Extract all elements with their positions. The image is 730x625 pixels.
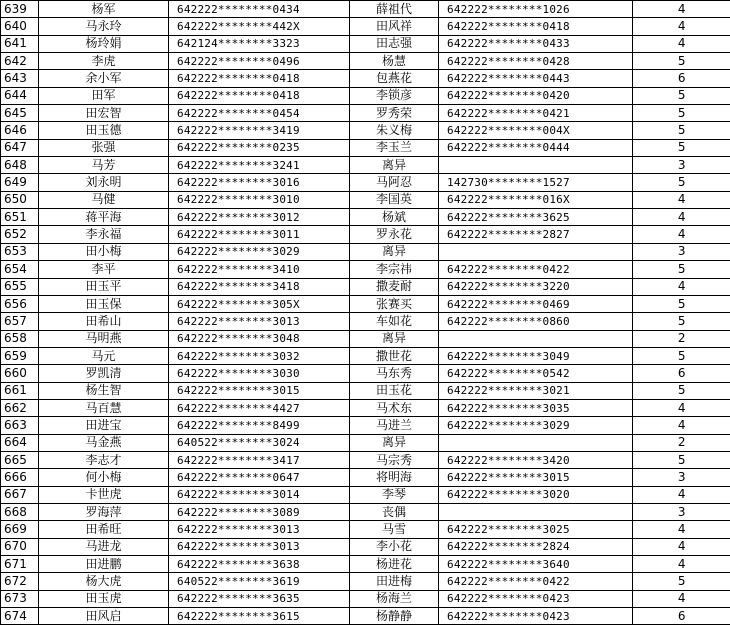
spouse-name-cell[interactable]: 李小花	[350, 538, 439, 555]
spouse-id-cell[interactable]: 642222********1026	[439, 1, 633, 18]
id-number-cell[interactable]: 642222********3638	[169, 556, 350, 573]
spouse-id-cell[interactable]: 642222********2827	[439, 226, 633, 243]
spouse-name-cell[interactable]: 将明海	[350, 469, 439, 486]
id-number-cell[interactable]: 642222********0235	[169, 139, 350, 156]
spouse-id-cell[interactable]: 642222********3625	[439, 209, 633, 226]
name-cell[interactable]: 刘永明	[39, 174, 169, 191]
spouse-id-cell[interactable]: 642222********0428	[439, 53, 633, 70]
household-count-cell[interactable]: 2	[633, 434, 730, 451]
spouse-id-cell[interactable]	[439, 330, 633, 347]
household-count-cell[interactable]: 3	[633, 243, 730, 260]
spouse-id-cell[interactable]: 642222********0422	[439, 261, 633, 278]
row-number-cell[interactable]: 663	[1, 417, 39, 434]
id-number-cell[interactable]: 642222********3635	[169, 590, 350, 607]
table-row	[1, 417, 730, 434]
table-row	[1, 53, 730, 70]
name-cell[interactable]: 田玉平	[39, 278, 169, 295]
name-cell[interactable]: 卡世虎	[39, 486, 169, 503]
spouse-name-cell[interactable]: 车如花	[350, 313, 439, 330]
id-number-cell[interactable]: 642222********305X	[169, 295, 350, 312]
table-row	[1, 382, 730, 399]
household-count-cell[interactable]: 3	[633, 469, 730, 486]
spouse-name-cell[interactable]: 薛祖代	[350, 1, 439, 18]
row-number-cell[interactable]: 650	[1, 191, 39, 208]
table-row	[1, 503, 730, 520]
name-cell[interactable]: 田玉德	[39, 122, 169, 139]
spouse-name-cell[interactable]: 马雪	[350, 521, 439, 538]
row-number-cell[interactable]: 656	[1, 295, 39, 312]
spouse-name-cell[interactable]: 离异	[350, 330, 439, 347]
id-number-cell[interactable]: 642222********3030	[169, 365, 350, 382]
spouse-id-cell[interactable]: 642222********3049	[439, 347, 633, 364]
table-row	[1, 608, 730, 625]
spouse-id-cell[interactable]: 642222********3029	[439, 417, 633, 434]
row-number-cell[interactable]: 641	[1, 35, 39, 52]
id-number-cell[interactable]: 642222********4427	[169, 399, 350, 416]
name-cell[interactable]: 李虎	[39, 53, 169, 70]
household-count-cell[interactable]: 3	[633, 503, 730, 520]
name-cell[interactable]: 田希旺	[39, 521, 169, 538]
spouse-name-cell[interactable]: 马宗秀	[350, 451, 439, 468]
household-count-cell[interactable]: 2	[633, 330, 730, 347]
name-cell[interactable]: 马芳	[39, 157, 169, 174]
name-cell[interactable]: 田风启	[39, 608, 169, 625]
spouse-name-cell[interactable]: 李锁彦	[350, 87, 439, 104]
household-count-cell[interactable]: 5	[633, 174, 730, 191]
spouse-id-cell[interactable]: 642222********0422	[439, 573, 633, 590]
household-count-cell[interactable]: 3	[633, 157, 730, 174]
household-count-cell[interactable]: 4	[633, 521, 730, 538]
spouse-id-cell[interactable]	[439, 243, 633, 260]
table-row	[1, 486, 730, 503]
table-row	[1, 590, 730, 607]
table-body	[1, 1, 730, 625]
household-count-cell[interactable]: 5	[633, 295, 730, 312]
household-count-cell[interactable]: 5	[633, 382, 730, 399]
name-cell[interactable]: 田进鹏	[39, 556, 169, 573]
id-number-cell[interactable]: 642222********3011	[169, 226, 350, 243]
name-cell[interactable]: 罗凯清	[39, 365, 169, 382]
table-row	[1, 209, 730, 226]
row-number-cell[interactable]: 657	[1, 313, 39, 330]
row-number-cell[interactable]: 648	[1, 157, 39, 174]
spouse-name-cell[interactable]: 丧偶	[350, 503, 439, 520]
id-number-cell[interactable]: 642222********3015	[169, 382, 350, 399]
spouse-name-cell[interactable]: 朱义梅	[350, 122, 439, 139]
row-number-cell[interactable]: 670	[1, 538, 39, 555]
row-number-cell[interactable]: 671	[1, 556, 39, 573]
spouse-name-cell[interactable]: 杨进花	[350, 556, 439, 573]
spouse-id-cell[interactable]: 642222********3021	[439, 382, 633, 399]
spouse-id-cell[interactable]	[439, 503, 633, 520]
row-number-cell[interactable]: 644	[1, 87, 39, 104]
table-row	[1, 573, 730, 590]
spouse-name-cell[interactable]: 杨海兰	[350, 590, 439, 607]
name-cell[interactable]: 马明燕	[39, 330, 169, 347]
id-number-cell[interactable]: 640522********3024	[169, 434, 350, 451]
table-row	[1, 295, 730, 312]
table-row	[1, 157, 730, 174]
row-number-cell[interactable]: 660	[1, 365, 39, 382]
table-row	[1, 538, 730, 555]
spouse-name-cell[interactable]: 李玉兰	[350, 139, 439, 156]
spouse-id-cell[interactable]: 642222********0860	[439, 313, 633, 330]
name-cell[interactable]: 马永玲	[39, 18, 169, 35]
row-number-cell[interactable]: 653	[1, 243, 39, 260]
id-number-cell[interactable]: 642222********442X	[169, 18, 350, 35]
name-cell[interactable]: 杨生智	[39, 382, 169, 399]
row-number-cell[interactable]: 662	[1, 399, 39, 416]
household-count-cell[interactable]: 4	[633, 226, 730, 243]
table-row	[1, 469, 730, 486]
name-cell[interactable]: 杨军	[39, 1, 169, 18]
row-number-cell[interactable]: 649	[1, 174, 39, 191]
table-row	[1, 105, 730, 122]
table-row	[1, 278, 730, 295]
table-row	[1, 18, 730, 35]
household-count-cell[interactable]: 5	[633, 53, 730, 70]
name-cell[interactable]: 马金燕	[39, 434, 169, 451]
spouse-name-cell[interactable]: 李宗祎	[350, 261, 439, 278]
row-number-cell[interactable]: 651	[1, 209, 39, 226]
name-cell[interactable]: 李志才	[39, 451, 169, 468]
spouse-name-cell[interactable]: 罗永花	[350, 226, 439, 243]
row-number-cell[interactable]: 659	[1, 347, 39, 364]
spouse-id-cell[interactable]: 642222********0444	[439, 139, 633, 156]
id-number-cell[interactable]: 642222********0496	[169, 53, 350, 70]
row-number-cell[interactable]: 642	[1, 53, 39, 70]
id-number-cell[interactable]: 642222********3013	[169, 313, 350, 330]
row-number-cell[interactable]: 640	[1, 18, 39, 35]
id-number-cell[interactable]: 642222********0454	[169, 105, 350, 122]
row-number-cell[interactable]: 652	[1, 226, 39, 243]
spouse-id-cell[interactable]: 642222********0469	[439, 295, 633, 312]
household-count-cell[interactable]: 4	[633, 18, 730, 35]
household-count-cell[interactable]: 4	[633, 35, 730, 52]
table-row	[1, 330, 730, 347]
id-number-cell[interactable]: 642222********3241	[169, 157, 350, 174]
id-number-cell[interactable]: 642222********0434	[169, 1, 350, 18]
spouse-id-cell[interactable]: 642222********0542	[439, 365, 633, 382]
household-count-cell[interactable]: 4	[633, 417, 730, 434]
spouse-name-cell[interactable]: 张赛买	[350, 295, 439, 312]
spouse-name-cell[interactable]: 离异	[350, 243, 439, 260]
table-row	[1, 347, 730, 364]
household-count-cell[interactable]: 4	[633, 486, 730, 503]
table-row	[1, 313, 730, 330]
spouse-id-cell[interactable]: 142730********1527	[439, 174, 633, 191]
table-row	[1, 174, 730, 191]
household-count-cell[interactable]: 5	[633, 573, 730, 590]
household-count-cell[interactable]: 4	[633, 209, 730, 226]
spouse-id-cell[interactable]: 642222********3220	[439, 278, 633, 295]
household-count-cell[interactable]: 5	[633, 139, 730, 156]
table-row	[1, 451, 730, 468]
household-count-cell[interactable]: 5	[633, 122, 730, 139]
spouse-name-cell[interactable]: 杨静静	[350, 608, 439, 625]
row-number-cell[interactable]: 669	[1, 521, 39, 538]
row-number-cell[interactable]: 658	[1, 330, 39, 347]
spouse-id-cell[interactable]: 642222********3035	[439, 399, 633, 416]
row-number-cell[interactable]: 668	[1, 503, 39, 520]
household-count-cell[interactable]: 5	[633, 261, 730, 278]
id-number-cell[interactable]: 642222********8499	[169, 417, 350, 434]
name-cell[interactable]: 李永福	[39, 226, 169, 243]
spouse-name-cell[interactable]: 撒世花	[350, 347, 439, 364]
id-number-cell[interactable]: 642222********0418	[169, 70, 350, 87]
row-number-cell[interactable]: 672	[1, 573, 39, 590]
spouse-id-cell[interactable]: 642222********3015	[439, 469, 633, 486]
id-number-cell[interactable]: 642222********3419	[169, 122, 350, 139]
row-number-cell[interactable]: 647	[1, 139, 39, 156]
household-count-cell[interactable]: 4	[633, 399, 730, 416]
table-row	[1, 261, 730, 278]
household-count-cell[interactable]: 6	[633, 608, 730, 625]
household-count-cell[interactable]: 4	[633, 538, 730, 555]
spouse-name-cell[interactable]: 田玉花	[350, 382, 439, 399]
household-count-cell[interactable]: 5	[633, 451, 730, 468]
spouse-name-cell[interactable]: 田风祥	[350, 18, 439, 35]
id-number-cell[interactable]: 642222********3014	[169, 486, 350, 503]
spouse-name-cell[interactable]: 李琴	[350, 486, 439, 503]
spouse-id-cell[interactable]: 642222********0418	[439, 18, 633, 35]
household-count-cell[interactable]: 4	[633, 590, 730, 607]
spouse-id-cell[interactable]: 642222********0443	[439, 70, 633, 87]
table-row	[1, 521, 730, 538]
household-count-cell[interactable]: 4	[633, 278, 730, 295]
spouse-id-cell[interactable]	[439, 434, 633, 451]
spouse-name-cell[interactable]: 马东秀	[350, 365, 439, 382]
spouse-name-cell[interactable]: 马阿忍	[350, 174, 439, 191]
table-row	[1, 122, 730, 139]
row-number-cell[interactable]: 643	[1, 70, 39, 87]
name-cell[interactable]: 何小梅	[39, 469, 169, 486]
table-row	[1, 365, 730, 382]
table-row	[1, 226, 730, 243]
spouse-id-cell[interactable]: 642222********016X	[439, 191, 633, 208]
spouse-name-cell[interactable]: 包燕花	[350, 70, 439, 87]
spouse-name-cell[interactable]: 马术东	[350, 399, 439, 416]
spouse-id-cell[interactable]: 642222********0423	[439, 608, 633, 625]
household-count-cell[interactable]: 6	[633, 70, 730, 87]
table-row	[1, 243, 730, 260]
id-number-cell[interactable]: 642222********3012	[169, 209, 350, 226]
spouse-id-cell[interactable]: 642222********3420	[439, 451, 633, 468]
name-cell[interactable]: 杨大虎	[39, 573, 169, 590]
name-cell[interactable]: 田玉虎	[39, 590, 169, 607]
row-number-cell[interactable]: 654	[1, 261, 39, 278]
name-cell[interactable]: 马百慧	[39, 399, 169, 416]
id-number-cell[interactable]: 642222********3029	[169, 243, 350, 260]
household-count-cell[interactable]: 5	[633, 87, 730, 104]
table-row	[1, 139, 730, 156]
name-cell[interactable]: 李平	[39, 261, 169, 278]
table-row	[1, 87, 730, 104]
name-cell[interactable]: 罗海萍	[39, 503, 169, 520]
spouse-id-cell[interactable]: 642222********3640	[439, 556, 633, 573]
spouse-name-cell[interactable]: 杨慧	[350, 53, 439, 70]
row-number-cell[interactable]: 661	[1, 382, 39, 399]
name-cell[interactable]: 田军	[39, 87, 169, 104]
id-number-cell[interactable]: 642222********0418	[169, 87, 350, 104]
name-cell[interactable]: 田玉保	[39, 295, 169, 312]
household-count-cell[interactable]: 5	[633, 105, 730, 122]
id-number-cell[interactable]: 642222********0647	[169, 469, 350, 486]
table-row	[1, 35, 730, 52]
row-number-cell[interactable]: 674	[1, 608, 39, 625]
table-row	[1, 70, 730, 87]
id-number-cell[interactable]: 642222********3417	[169, 451, 350, 468]
name-cell[interactable]: 田希山	[39, 313, 169, 330]
spouse-name-cell[interactable]: 马进兰	[350, 417, 439, 434]
spouse-name-cell[interactable]: 杨斌	[350, 209, 439, 226]
table-row	[1, 399, 730, 416]
spouse-id-cell[interactable]	[439, 157, 633, 174]
spouse-name-cell[interactable]: 撒麦耐	[350, 278, 439, 295]
table-row	[1, 1, 730, 18]
table-row	[1, 191, 730, 208]
name-cell[interactable]: 马健	[39, 191, 169, 208]
name-cell[interactable]: 张强	[39, 139, 169, 156]
id-number-cell[interactable]: 642222********3048	[169, 330, 350, 347]
name-cell[interactable]: 田宏智	[39, 105, 169, 122]
name-cell[interactable]: 余小军	[39, 70, 169, 87]
row-number-cell[interactable]: 655	[1, 278, 39, 295]
id-number-cell[interactable]: 642222********3013	[169, 521, 350, 538]
id-number-cell[interactable]: 642222********3089	[169, 503, 350, 520]
row-number-cell[interactable]: 639	[1, 1, 39, 18]
table-row	[1, 434, 730, 451]
row-number-cell[interactable]: 664	[1, 434, 39, 451]
name-cell[interactable]: 蒋平海	[39, 209, 169, 226]
id-number-cell[interactable]: 642222********3032	[169, 347, 350, 364]
spouse-id-cell[interactable]: 642222********004X	[439, 122, 633, 139]
id-number-cell[interactable]: 642222********3615	[169, 608, 350, 625]
id-number-cell[interactable]: 642124********3323	[169, 35, 350, 52]
household-count-cell[interactable]: 5	[633, 313, 730, 330]
id-number-cell[interactable]: 642222********3410	[169, 261, 350, 278]
name-cell[interactable]: 田小梅	[39, 243, 169, 260]
household-count-cell[interactable]: 4	[633, 1, 730, 18]
spouse-id-cell[interactable]: 642222********3020	[439, 486, 633, 503]
spouse-name-cell[interactable]: 离异	[350, 157, 439, 174]
name-cell[interactable]: 杨玲娟	[39, 35, 169, 52]
id-number-cell[interactable]: 642222********3016	[169, 174, 350, 191]
spouse-id-cell[interactable]: 642222********3025	[439, 521, 633, 538]
row-number-cell[interactable]: 665	[1, 451, 39, 468]
id-number-cell[interactable]: 642222********3013	[169, 538, 350, 555]
name-cell[interactable]: 田进宝	[39, 417, 169, 434]
spouse-id-cell[interactable]: 642222********0433	[439, 35, 633, 52]
name-cell[interactable]: 马元	[39, 347, 169, 364]
row-number-cell[interactable]: 645	[1, 105, 39, 122]
name-cell[interactable]: 马进龙	[39, 538, 169, 555]
spouse-name-cell[interactable]: 田志强	[350, 35, 439, 52]
household-count-cell[interactable]: 6	[633, 365, 730, 382]
spouse-id-cell[interactable]: 642222********2824	[439, 538, 633, 555]
row-number-cell[interactable]: 666	[1, 469, 39, 486]
spouse-name-cell[interactable]: 李国英	[350, 191, 439, 208]
spouse-name-cell[interactable]: 田进梅	[350, 573, 439, 590]
spouse-id-cell[interactable]: 642222********0423	[439, 590, 633, 607]
row-number-cell[interactable]: 673	[1, 590, 39, 607]
spouse-id-cell[interactable]: 642222********0420	[439, 87, 633, 104]
table-row	[1, 556, 730, 573]
row-number-cell[interactable]: 667	[1, 486, 39, 503]
spouse-name-cell[interactable]: 罗秀荣	[350, 105, 439, 122]
household-count-cell[interactable]: 4	[633, 556, 730, 573]
spouse-id-cell[interactable]: 642222********0421	[439, 105, 633, 122]
id-number-cell[interactable]: 640522********3619	[169, 573, 350, 590]
id-number-cell[interactable]: 642222********3418	[169, 278, 350, 295]
row-number-cell[interactable]: 646	[1, 122, 39, 139]
household-count-cell[interactable]: 4	[633, 191, 730, 208]
household-count-cell[interactable]: 5	[633, 347, 730, 364]
id-number-cell[interactable]: 642222********3010	[169, 191, 350, 208]
spouse-name-cell[interactable]: 离异	[350, 434, 439, 451]
